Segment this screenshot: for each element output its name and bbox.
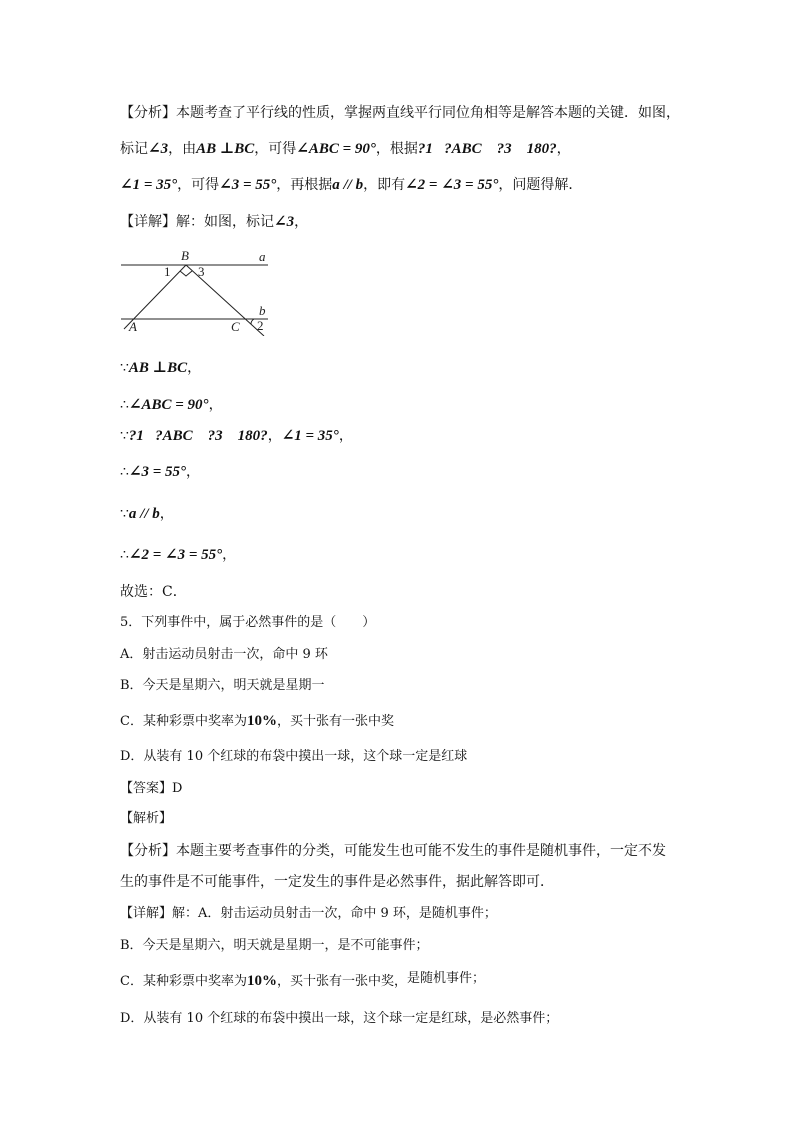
step-1 [120, 359, 201, 377]
math-garbled-sum: ?1 ?ABC ?3 180? [417, 141, 557, 157]
label-A: A [129, 319, 137, 334]
step-3 [120, 427, 353, 445]
analysis-line-1: 【分析】本题考查了平行线的性质，掌握两直线平行同位角相等是解答本题的关键．如图， [120, 105, 680, 121]
text: ，根据 [375, 141, 418, 157]
text: ， [186, 464, 201, 480]
therefore-symbol: ∴ [120, 397, 129, 413]
option-c [120, 712, 394, 731]
therefore-symbol: ∴ [120, 464, 129, 480]
math-a-parallel-b: a // b [332, 177, 364, 193]
label-b: b [259, 303, 266, 318]
detail-b: B．今天是星期六，明天就是星期一，是不可能事件； [120, 938, 429, 953]
analysis-line-2 [120, 140, 571, 158]
text: C．某种彩票中奖率为 [120, 974, 247, 989]
text: ， [338, 428, 353, 444]
math-angle2-eq: ∠2 = ∠3 = 55° [405, 177, 499, 193]
math: ∠3 = 55° [128, 464, 187, 480]
text: ， [187, 360, 202, 376]
math: AB ⊥BC [128, 360, 188, 376]
option-a: A．射击运动员射击一次，命中 9 环 [120, 647, 328, 662]
detail-a: 【详解】解：A．射击运动员射击一次，命中 9 环，是随机事件； [120, 906, 497, 921]
math-abc-90: ∠ABC = 90° [296, 141, 376, 157]
text: ， [208, 397, 223, 413]
math-angle1-35: ∠1 = 35° [120, 177, 178, 193]
text: 【详解】解：如图，标记 [120, 214, 274, 230]
analysis2-line-2: 生的事件是不可能事件，一定发生的事件是必然事件，据此解答即可． [120, 874, 554, 890]
text: ， [294, 214, 309, 230]
text: ， [556, 141, 571, 157]
math-angle3-55: ∠3 = 55° [219, 177, 277, 193]
analysis-line-3 [120, 176, 582, 194]
text: 标记 [120, 141, 148, 157]
text: ，再根据 [276, 177, 333, 193]
math-percent: 10% [246, 713, 277, 729]
math-percent: 10% [246, 973, 277, 989]
math: ∠2 = ∠3 = 55° [128, 547, 223, 563]
text: ，由 [168, 141, 197, 157]
detail-line [120, 213, 308, 231]
answer: 【答案】D [120, 781, 183, 796]
because-symbol: ∵ [120, 506, 129, 522]
label-3: 3 [198, 264, 205, 279]
text: ，可得 [254, 141, 297, 157]
label-B: B [181, 248, 189, 263]
text: C．某种彩票中奖率为 [120, 714, 247, 729]
step-6 [120, 546, 236, 564]
detail-d: D．从装有 10 个红球的布袋中摸出一球，这个球一定是红球，是必然事件； [120, 1011, 559, 1026]
math-ab-perp-bc: AB ⊥BC [196, 141, 255, 157]
step-2 [120, 396, 223, 414]
option-b: B．今天是星期六，明天就是星期一 [120, 678, 325, 693]
step-5 [120, 505, 174, 523]
jiexi-heading: 【解析】 [120, 811, 173, 826]
text: ，买十张有一张中奖 [276, 714, 394, 729]
text: ，即有 [363, 177, 406, 193]
geometry-figure [118, 244, 274, 336]
analysis2-line-1: 【分析】本题主要考查事件的分类，可能发生也可能不发生的事件是随机事件，一定不发 [120, 843, 666, 859]
label-2: 2 [257, 318, 264, 333]
math: a // b [128, 506, 160, 522]
detail-c [120, 972, 485, 991]
because-symbol: ∵ [120, 360, 129, 376]
step-4 [120, 463, 200, 481]
angle-2-arc [251, 319, 254, 324]
text: ，买十张有一张中奖， [276, 974, 407, 989]
right-angle-mark [180, 271, 192, 276]
label-1: 1 [164, 264, 171, 279]
option-d: D．从装有 10 个红球的布袋中摸出一球，这个球一定是红球 [120, 749, 468, 764]
therefore-symbol: ∴ [120, 547, 129, 563]
label-a: a [259, 249, 266, 264]
because-symbol: ∵ [120, 428, 129, 444]
text: ， [267, 428, 282, 444]
text: 是随机事件； [406, 971, 485, 986]
text: ，问题得解． [498, 177, 583, 193]
math: ?1 ?ABC ?3 180? [128, 428, 268, 444]
text: ， [159, 506, 174, 522]
conclusion: 故选：C． [120, 584, 187, 600]
math: ∠1 = 35° [281, 428, 339, 444]
label-C: C [231, 319, 240, 334]
math-angle-3: ∠3 [274, 214, 295, 230]
math: ∠ABC = 90° [128, 397, 209, 413]
text: ， [222, 547, 237, 563]
math-angle-3: ∠3 [148, 141, 169, 157]
text: ，可得 [177, 177, 220, 193]
question-stem: 5．下列事件中，属于必然事件的是（ ） [120, 615, 376, 630]
